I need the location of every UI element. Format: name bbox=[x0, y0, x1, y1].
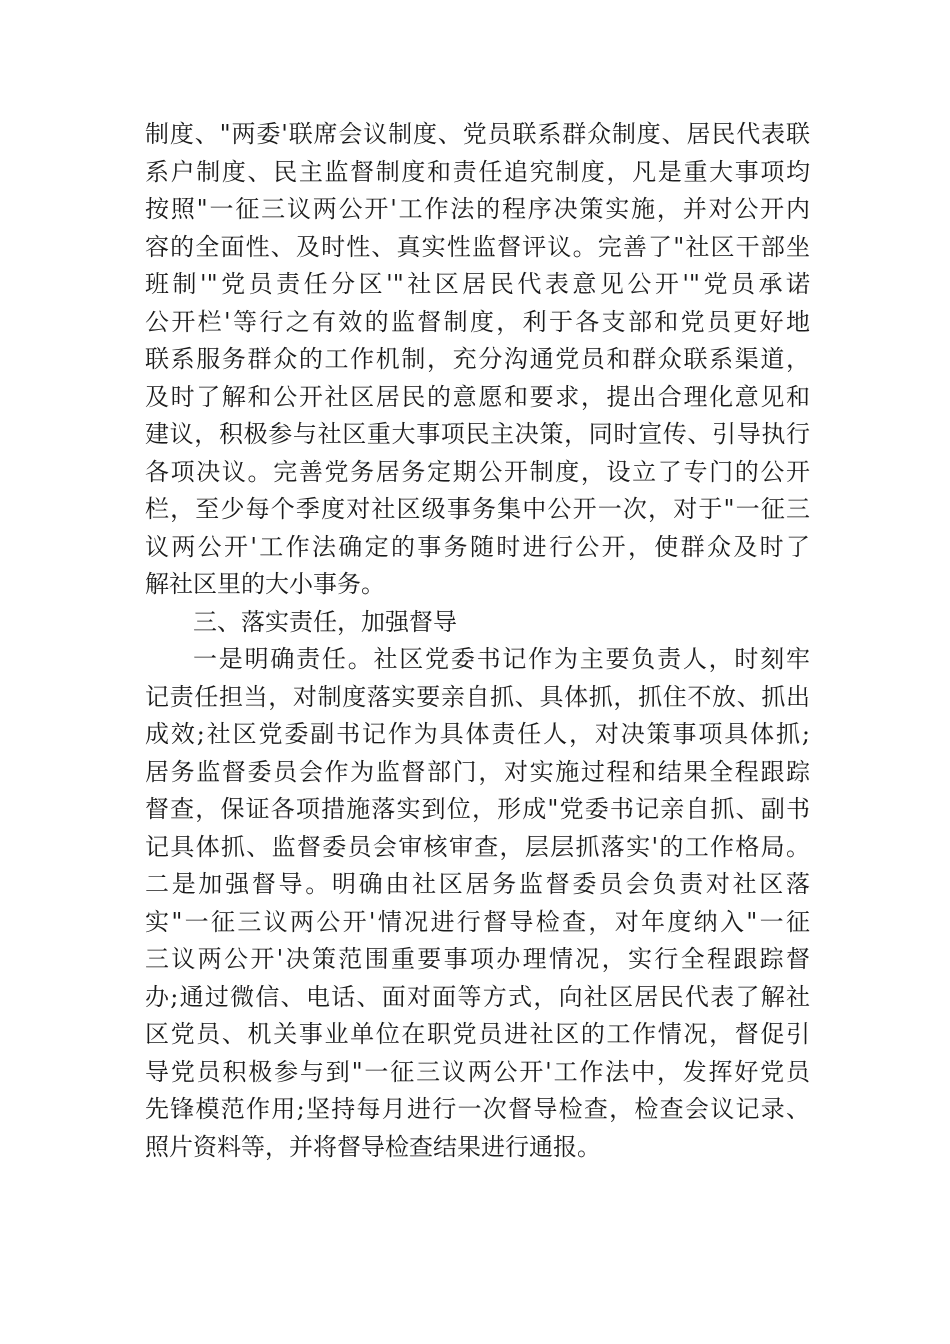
text-line: 各项决议。完善党务居务定期公开制度，设立了专门的公开 bbox=[145, 457, 810, 486]
text-line: 议两公开'工作法确定的事务随时进行公开，使群众及时了 bbox=[145, 532, 810, 561]
text-line: 导党员积极参与到"一征三议两公开'工作法中，发挥好党员 bbox=[145, 1057, 810, 1086]
text-line: 制度、"两委'联席会议制度、党员联系群众制度、居民代表联 bbox=[145, 120, 810, 148]
text-line: 公开栏'等行之有效的监督制度，利于各支部和党员更好地 bbox=[145, 307, 810, 336]
text-line: 记具体抓、监督委员会审核审查，层层抓落实'的工作格局。 bbox=[145, 832, 810, 861]
text-line: 办;通过微信、电话、面对面等方式，向社区居民代表了解社 bbox=[145, 982, 810, 1011]
text-line: 班制'"党员责任分区'"社区居民代表意见公开'"党员承诺 bbox=[145, 270, 810, 298]
text-line: 照片资料等，并将督导检查结果进行通报。 bbox=[145, 1132, 601, 1161]
text-line: 容的全面性、及时性、真实性监督评议。完善了"社区干部坐 bbox=[145, 232, 810, 261]
text-line: 及时了解和公开社区居民的意愿和要求，提出合理化意见和 bbox=[145, 382, 810, 411]
text-line: 联系服务群众的工作机制，充分沟通党员和群众联系渠道， bbox=[145, 345, 810, 373]
section-heading: 三、落实责任，加强督导 bbox=[193, 607, 457, 636]
text-line: 居务监督委员会作为监督部门，对实施过程和结果全程跟踪 bbox=[145, 757, 810, 786]
text-line: 按照"一征三议两公开'工作法的程序决策实施，并对公开内 bbox=[145, 195, 810, 223]
text-line: 先锋模范作用;坚持每月进行一次督导检查，检查会议记录、 bbox=[145, 1095, 810, 1123]
text-line: 记责任担当，对制度落实要亲自抓、具体抓，抓住不放、抓出 bbox=[145, 682, 810, 711]
text-line: 一是明确责任。社区党委书记作为主要负责人，时刻牢 bbox=[193, 645, 810, 673]
text-line: 二是加强督导。明确由社区居务监督委员会负责对社区落 bbox=[145, 870, 810, 898]
document-body bbox=[145, 116, 810, 1166]
text-line: 解社区里的大小事务。 bbox=[145, 570, 385, 598]
text-line: 成效;社区党委副书记作为具体责任人，对决策事项具体抓; bbox=[145, 720, 810, 748]
text-line: 系户制度、民主监督制度和责任追究制度，凡是重大事项均 bbox=[145, 157, 810, 186]
text-line: 三议两公开'决策范围重要事项办理情况，实行全程跟踪督 bbox=[145, 945, 810, 973]
text-line: 督查，保证各项措施落实到位，形成"党委书记亲自抓、副书 bbox=[145, 795, 810, 823]
text-line: 栏，至少每个季度对社区级事务集中公开一次，对于"一征三 bbox=[145, 495, 810, 523]
text-line: 实"一征三议两公开'情况进行督导检查，对年度纳入"一征 bbox=[145, 907, 810, 936]
text-line: 建议，积极参与社区重大事项民主决策，同时宣传、引导执行 bbox=[145, 420, 810, 448]
text-line: 区党员、机关事业单位在职党员进社区的工作情况，督促引 bbox=[145, 1020, 810, 1048]
